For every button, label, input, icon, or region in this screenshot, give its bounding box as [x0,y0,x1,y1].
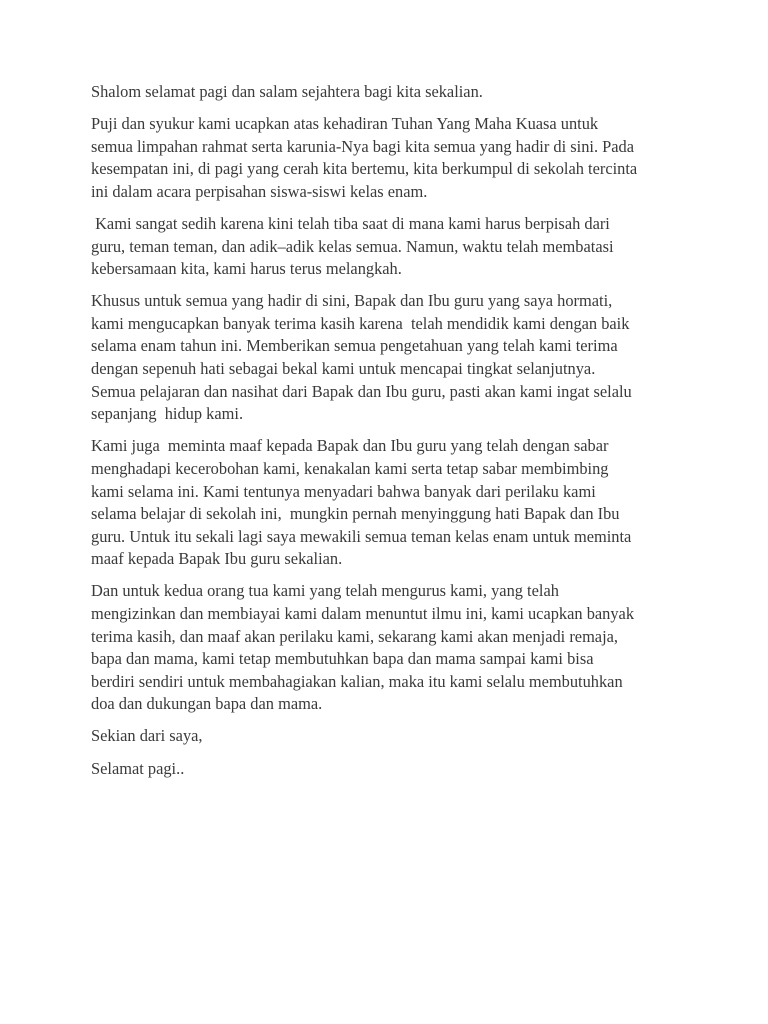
text-line: Semua pelajaran dan nasihat dari Bapak dan Ibu guru, pasti akan kami ingat selalu [91,381,632,401]
text-line: Sekian dari saya, [91,726,203,746]
text-line: kami mengucapkan banyak terima kasih karena telah mendidik kami dengan baik [91,313,630,333]
paragraph-thanks-parents [91,580,691,716]
text-line: berdiri sendiri untuk membahagiakan kalian, maka itu kami selalu membutuhkan [91,671,623,691]
text-line: kami selama ini. Kami tentunya menyadari bahwa banyak dari perilaku kami [91,481,596,501]
text-line: semua limpahan rahmat serta karunia-Nya bagi kita semua yang hadir di sini. Pada [91,136,634,156]
text-line: dengan sepenuh hati sebagai bekal kami untuk mencapai tingkat selanjutnya. [91,359,596,379]
text-line: Puji dan syukur kami ucapkan atas kehadiran Tuhan Yang Maha Kuasa untuk [91,114,599,134]
text-line: Kami sangat sedih karena kini telah tiba saat di mana kami harus berpisah dari [91,213,610,233]
text-line: kebersamaan kita, kami harus terus melangkah. [91,259,402,279]
text-line: ini dalam acara perpisahan siswa-siswi kelas enam. [91,181,428,201]
text-line: Selamat pagi.. [91,758,185,778]
text-line: Khusus untuk semua yang hadir di sini, Bapak dan Ibu guru yang saya hormati, [91,291,613,311]
text-line: doa dan dukungan bapa dan mama. [91,694,323,714]
text-line: sepanjang hidup kami. [91,404,244,424]
paragraph-closing [91,725,691,748]
text-line: Shalom selamat pagi dan salam sejahtera bagi kita sekalian. [91,82,483,101]
text-line: selama belajar di sekolah ini, mungkin pernah menyinggung hati Bapak dan Ibu [91,504,620,524]
text-line: bapa dan mama, kami tetap membutuhkan bapa dan mama sampai kami bisa [91,649,594,669]
text-line: guru, teman teman, dan adik–adik kelas semua. Namun, waktu telah membatasi [91,236,614,256]
text-line: mengizinkan dan membiayai kami dalam menuntut ilmu ini, kami ucapkan banyak [91,603,635,623]
document-body [91,81,691,790]
text-line: terima kasih, dan maaf akan perilaku kami, sekarang kami akan menjadi remaja, [91,626,619,646]
text-line: kesempatan ini, di pagi yang cerah kita bertemu, kita berkumpul di sekolah tercinta [91,159,638,179]
text-line: guru. Untuk itu sekali lagi saya mewakili semua teman kelas enam untuk meminta [91,526,632,546]
text-line: Dan untuk kedua orang tua kami yang telah mengurus kami, yang telah [91,581,559,601]
paragraph-farewell [91,213,691,281]
paragraph-gratitude [91,113,691,203]
paragraph-sign-off [91,758,691,781]
text-line: Kami juga meminta maaf kepada Bapak dan Ibu guru yang telah dengan sabar [91,436,609,456]
text-line: maaf kepada Bapak Ibu guru sekalian. [91,549,343,569]
text-line: selama enam tahun ini. Memberikan semua pengetahuan yang telah kami terima [91,336,618,356]
paragraph-thanks-teachers [91,290,691,426]
paragraph-greeting [91,81,691,104]
text-line: menghadapi kecerobohan kami, kenakalan kami serta tetap sabar membimbing [91,458,609,478]
paragraph-apology [91,435,691,571]
